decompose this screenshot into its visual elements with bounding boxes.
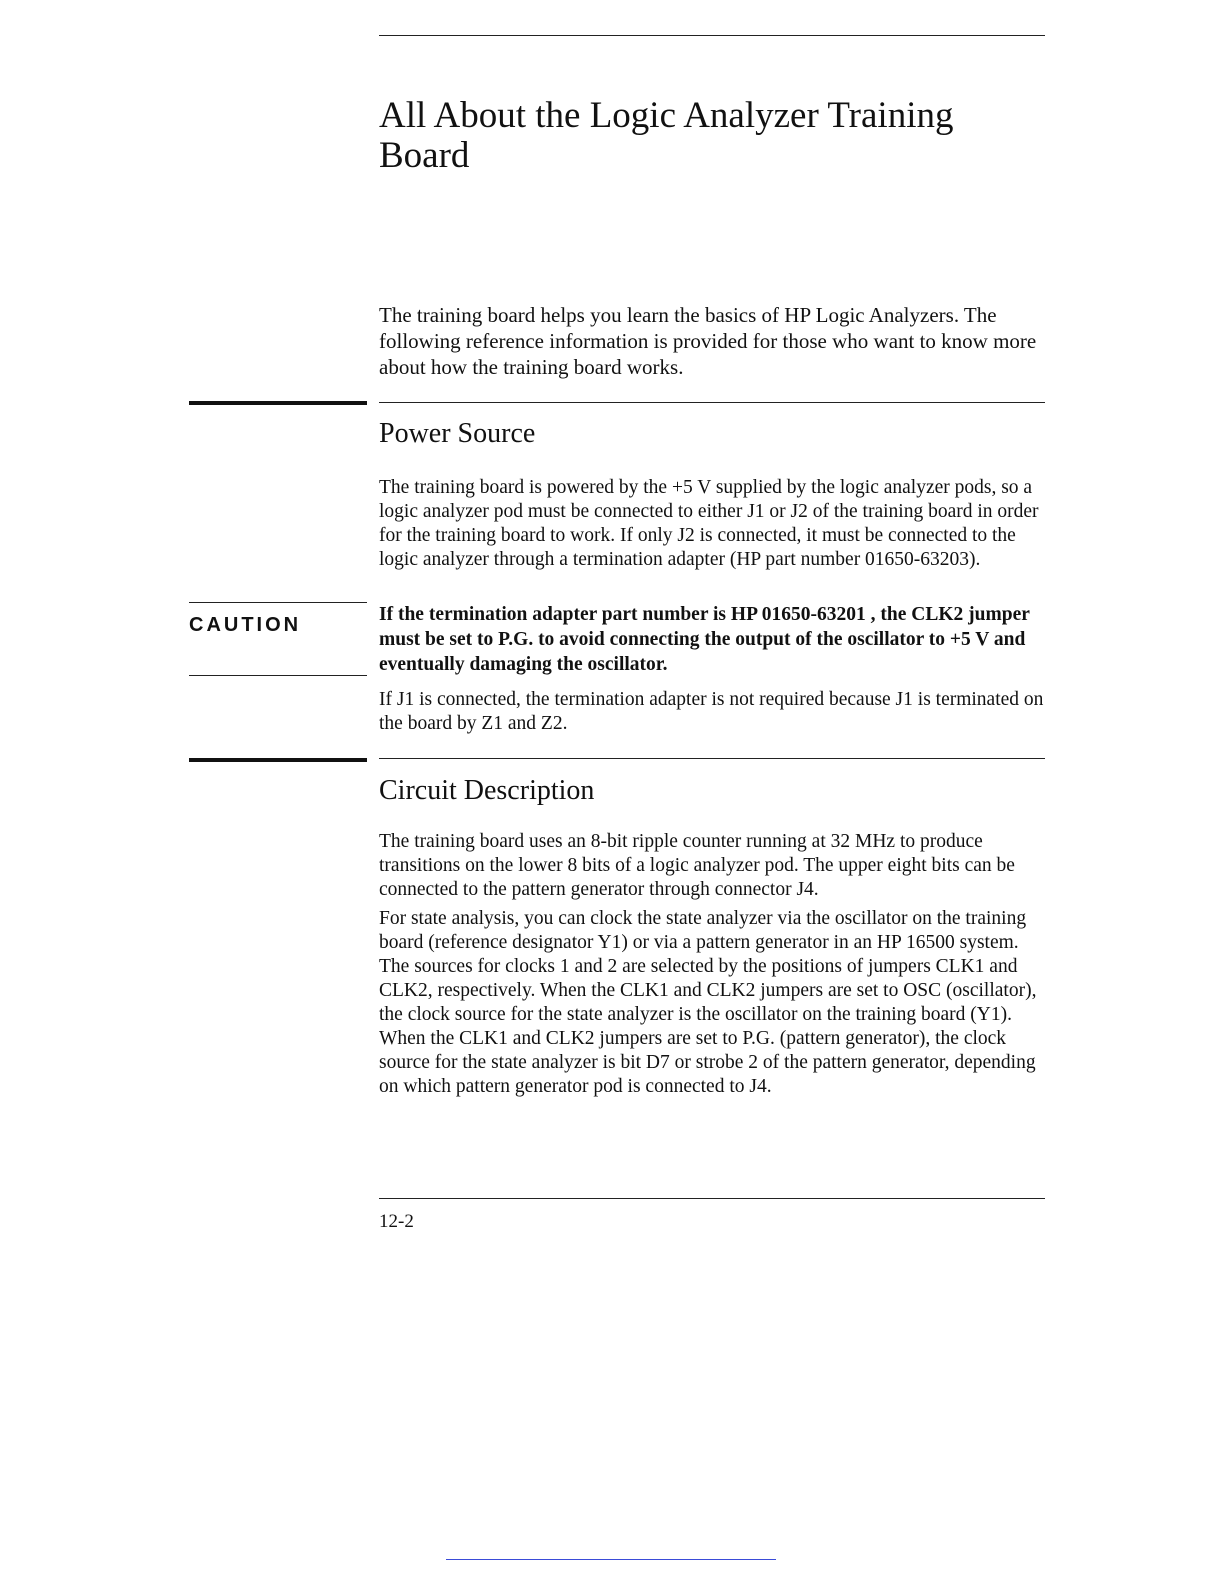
intro-paragraph: The training board helps you learn the basics of HP Logic Analyzers. The following reference information is provided for those who want to know more about how the training board works.	[379, 303, 1037, 379]
top-rule	[379, 35, 1045, 36]
termination-paragraph: If J1 is connected, the termination adapter is not required because J1 is terminated on the board by Z1 and Z2.	[379, 689, 1044, 734]
power-section-rule	[379, 402, 1045, 403]
power-section-margin-rule	[189, 401, 367, 405]
circuit-description-heading: Circuit Description	[379, 775, 595, 806]
power-source-paragraph: The training board is powered by the +5 V supplied by the logic analyzer pods, so a logic analyzer pod must be connected to either J1 or J2 of the training board in order for the training board to work. If only J2 is connected, it must be connected to the logic analyzer through a termination adapter (HP part number 01650-63203).	[379, 477, 1039, 570]
caution-label: CAUTION	[189, 614, 302, 636]
circuit-section-rule	[379, 758, 1045, 759]
circuit-section-margin-rule	[189, 758, 367, 762]
page-number: 12-2	[379, 1211, 414, 1232]
caution-top-rule	[189, 602, 367, 603]
page-title	[379, 96, 1039, 176]
power-source-heading: Power Source	[379, 418, 536, 449]
page-title-line1: All About the Logic Analyzer Training	[379, 95, 954, 136]
circuit-paragraph-1: The training board uses an 8-bit ripple counter running at 32 MHz to produce transitions on the lower 8 bits of a logic analyzer pod. The upper eight bits can be connected to the pattern generator through connector J4.	[379, 831, 1015, 900]
bottom-link-line	[446, 1559, 776, 1560]
footer-rule	[379, 1198, 1045, 1199]
circuit-paragraph-2: For state analysis, you can clock the state analyzer via the oscillator on the training board (reference designator Y1) or via a pattern generator in an HP 16500 system. The sources for clocks 1 and 2 are selected by the positions of jumpers CLK1 and CLK2, respectively. When the CLK1 and CLK2 jumpers are set to OSC (oscillator), the clock source for the state analyzer is the oscillator on the training board (Y1). When the CLK1 and CLK2 jumpers are set to P.G. (pattern generator), the clock source for the state analyzer is bit D7 or strobe 2 of the pattern generator, depending on which pattern generator pod is connected to J4.	[379, 908, 1037, 1097]
page-title-line2: Board	[379, 135, 470, 176]
caution-bottom-rule	[189, 675, 367, 676]
caution-text: If the termination adapter part number is HP 01650-63201 , the CLK2 jumper must be set to P.G. to avoid connecting the output of the oscillator to +5 V and eventually damaging the oscillator.	[379, 604, 1030, 675]
